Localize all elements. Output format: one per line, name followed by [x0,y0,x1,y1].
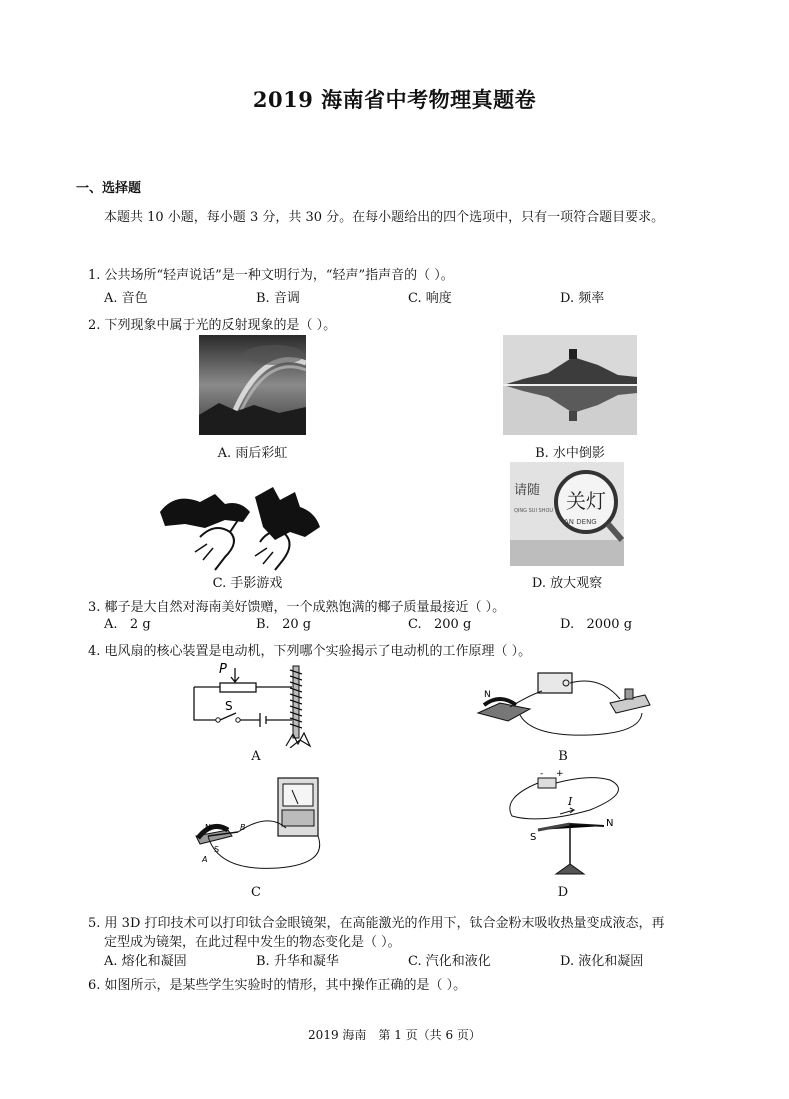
sign-text-4: AN DENG [564,518,597,526]
question-3-option-a: A. 2 g [104,617,151,632]
page-title: 2019 海南省中考物理真题卷 [252,87,537,112]
reflection-photo [503,335,637,435]
label-c-a: A [202,855,208,864]
caption-4a: A [251,749,261,764]
question-5-stem-line-2: 定型成为镜架，在此过程中发生的物态变化是（ ）。 [104,935,401,950]
question-1-option-a: A. 音色 [104,291,148,306]
sign-text-2: 关灯 [566,489,606,513]
magnifier-photo [510,462,624,566]
question-3-option-b: B. 20 g [256,617,312,632]
question-5-option-d: D. 液化和凝固 [560,954,644,969]
label-c-n: N [205,823,211,832]
label-d-plus: + [556,769,564,779]
label-d-minus: - [540,769,544,779]
diagram-4b-circuit [470,665,660,745]
question-1-option-b: B. 音调 [256,291,300,306]
question-5-stem-line-1: 5. 用 3D 打印技术可以打印钛合金眼镜架，在高能激光的作用下，钛合金粉末吸收热量变成液态，再 [88,916,665,931]
label-c-s: S [214,845,220,854]
label-p: P [219,662,227,677]
question-2-stem: 2. 下列现象中属于光的反射现象的是（ ）。 [88,318,337,333]
caption-4c: C [251,885,261,900]
question-5-option-a: A. 熔化和凝固 [104,954,187,969]
caption-2d: D. 放大观察 [531,576,603,591]
caption-2c: C. 手影游戏 [212,576,283,591]
label-d-s: S [530,832,537,843]
question-1-stem: 1. 公共场所“轻声说话”是一种文明行为，“轻声”指声音的（ ）。 [88,268,454,283]
label-d-i: I [568,795,573,808]
section-instruction: 本题共 10 小题，每小题 3 分，共 30 分。在每小题给出的四个选项中，只有一项符合题目要求。 [104,210,665,225]
label-b-n: N [484,690,491,700]
question-4-stem: 4. 电风扇的核心装置是电动机，下列哪个实验揭示了电动机的工作原理（ ）。 [88,644,532,659]
question-1-option-d: D. 频率 [560,291,605,306]
question-3-stem: 3. 椰子是大自然对海南美好馈赠，一个成熟饱满的椰子质量最接近（ ）。 [88,600,506,615]
label-d-n: N [606,818,614,829]
question-5-option-b: B. 升华和凝华 [256,954,339,969]
question-1-option-c: C. 响度 [408,291,452,306]
question-3-option-c: C. 200 g [408,617,472,632]
caption-4b: B [558,749,568,764]
diagram-4d-compass [500,768,635,880]
section-heading: 一、选择题 [76,181,142,196]
rainbow-photo [199,335,306,435]
caption-2a: A. 雨后彩虹 [217,446,288,461]
question-5-option-c: C. 汽化和液化 [408,954,491,969]
page-footer: 2019 海南 第 1 页（共 6 页） [308,1028,481,1042]
hand-shadow-drawing [155,482,345,572]
caption-2b: B. 水中倒影 [535,446,605,461]
label-s: S [225,699,233,713]
question-6-stem: 6. 如图所示，是某些学生实验时的情形，其中操作正确的是（ ）。 [88,978,467,993]
caption-4d: D [557,885,569,900]
sign-text-3: QING SUI SHOU [514,508,554,514]
question-3-option-d: D. 2000 g [560,617,633,632]
diagram-4c-galvanometer [188,772,343,880]
label-c-b: B [240,823,246,832]
sign-text-1: 请随 [514,483,541,498]
diagram-4a-electromagnet [190,660,325,748]
